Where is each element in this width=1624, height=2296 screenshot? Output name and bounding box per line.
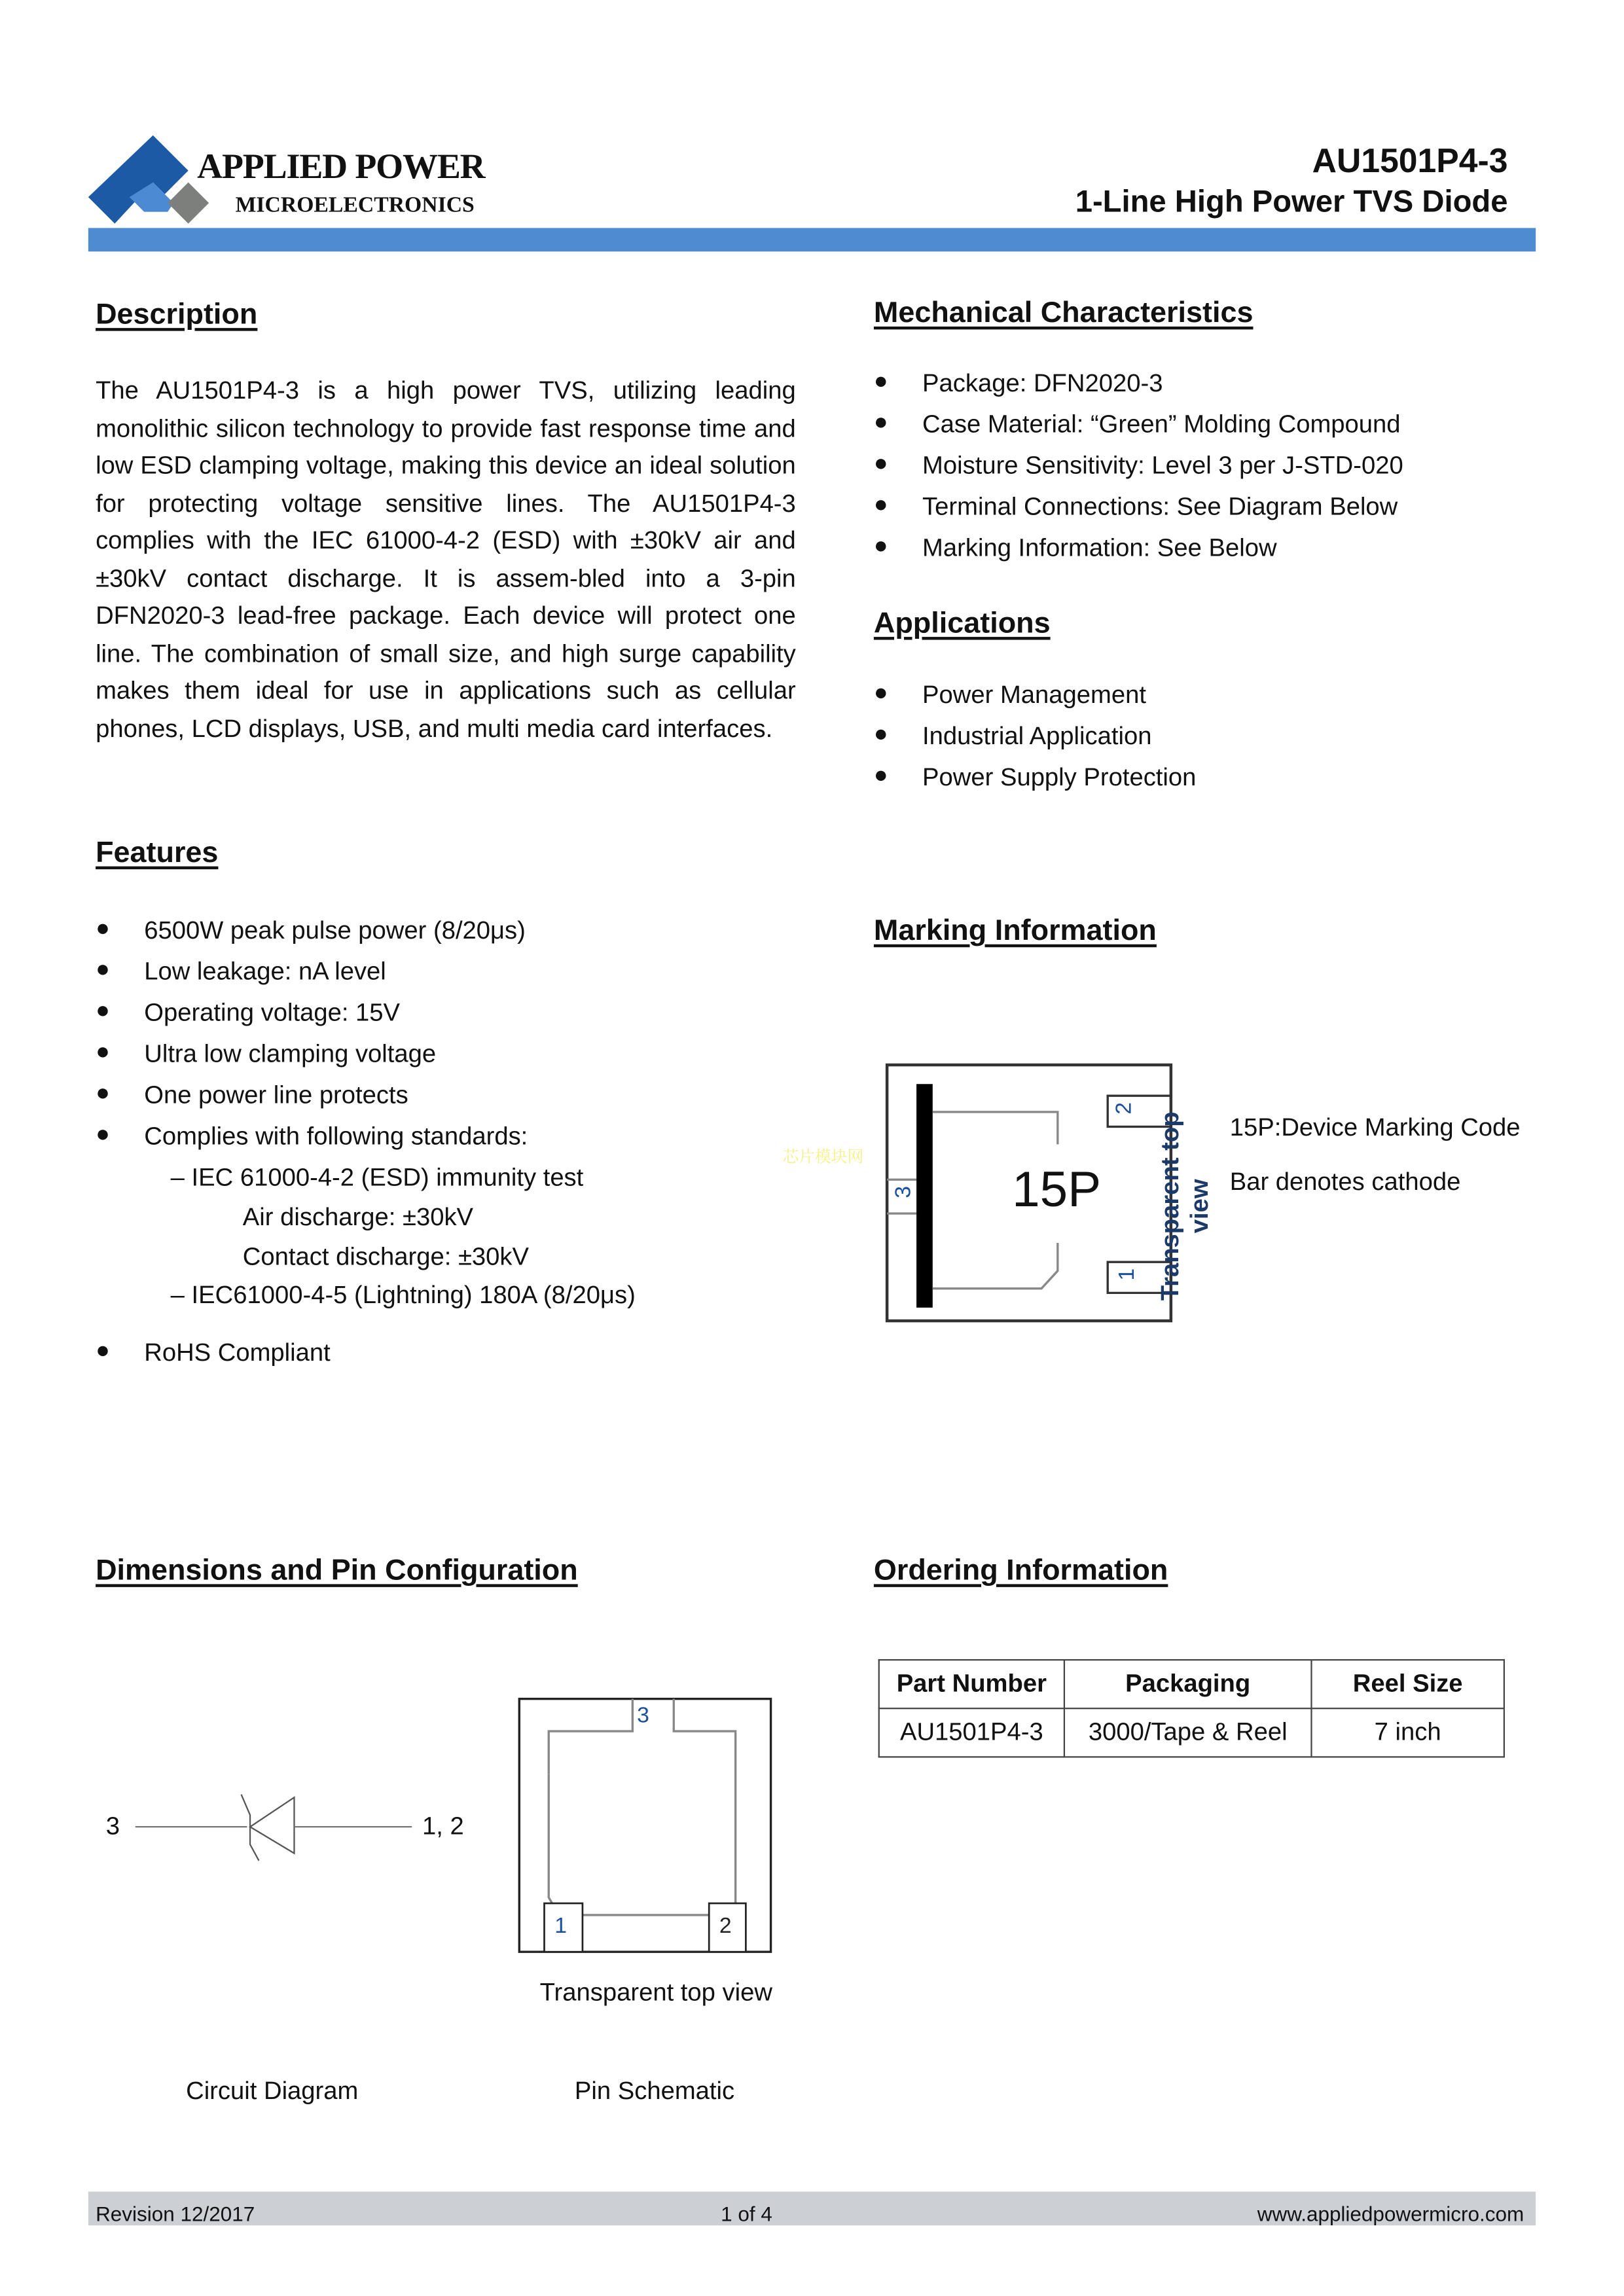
header-bar — [88, 228, 1536, 251]
list-item: Operating voltage: 15V — [144, 998, 401, 1027]
ordering-table — [878, 1659, 1505, 1758]
column-header: Packaging — [1064, 1660, 1312, 1708]
bullet-icon: ● — [96, 998, 110, 1024]
circuit-terminal-right: 1, 2 — [422, 1812, 464, 1840]
mechanical-heading: Mechanical Characteristics — [873, 296, 1254, 330]
list-item: Package: DFN2020-3 — [922, 369, 1163, 397]
table-cell: 3000/Tape & Reel — [1064, 1708, 1312, 1757]
bullet-icon: ● — [873, 681, 888, 706]
bullet-icon: ● — [873, 451, 888, 477]
bullet-icon: ● — [96, 1039, 110, 1066]
marking-note-code: 15P:Device Marking Code — [1229, 1113, 1521, 1141]
list-item: Case Material: “Green” Molding Compound — [922, 410, 1401, 439]
document-subtitle: 1-Line High Power TVS Diode — [1075, 185, 1508, 219]
list-item: Terminal Connections: See Diagram Below — [922, 492, 1398, 521]
footer-website: www.appliedpowermicro.com — [1257, 2202, 1525, 2226]
pin-label: 1 — [554, 1913, 567, 1939]
bullet-icon: ● — [873, 369, 888, 395]
sub-item: – IEC61000-4-5 (Lightning) 180A (8/20μs) — [170, 1281, 636, 1310]
bullet-icon: ● — [873, 410, 888, 436]
part-number-title: AU1501P4-3 — [1312, 141, 1508, 180]
list-item: Ultra low clamping voltage — [144, 1039, 437, 1068]
bullet-icon: ● — [873, 492, 888, 518]
bullet-icon: ● — [873, 763, 888, 789]
bullet-icon: ● — [96, 1122, 110, 1147]
list-item: Moisture Sensitivity: Level 3 per J-STD-020 — [922, 451, 1403, 480]
description-text: The AU1501P4-3 is a high power TVS, utilizing leading monolithic silicon technology to provide fast response time and low ESD clamping voltage, making this device an ideal solution for protecting voltage sensitive lines. The AU1501P4-3 complies with the IEC 61000-4-2 (ESD) with ±30kV air and ±30kV contact discharge. It is assem-bled into a 3-pin DFN2020-3 lead-free package. Each device will protect one line. The combination of small size, and high surge capability makes them ideal for use in applications such as cellular phones, LCD displays, USB, and multi media card interfaces. — [96, 376, 796, 742]
bullet-icon: ● — [873, 533, 888, 559]
pin-label: 2 — [719, 1913, 732, 1939]
marking-note-bar: Bar denotes cathode — [1229, 1168, 1461, 1196]
tvs-diode-symbol-icon — [130, 1780, 416, 1868]
list-item: Industrial Application — [922, 722, 1152, 751]
table-row — [879, 1708, 1504, 1757]
features-heading: Features — [96, 836, 219, 870]
bullet-icon: ● — [96, 957, 110, 983]
column-header: Reel Size — [1311, 1660, 1504, 1708]
pin-label: 3 — [891, 1186, 916, 1198]
bullet-icon: ● — [96, 1081, 110, 1106]
table-cell: 7 inch — [1311, 1708, 1504, 1757]
marking-view-label: Transparent top view — [1156, 1111, 1214, 1301]
circuit-caption: Circuit Diagram — [186, 2077, 359, 2105]
sub-item: Air discharge: ±30kV — [242, 1203, 474, 1231]
pin-view-label: Transparent top view — [539, 1978, 772, 2007]
marking-code: 15P — [1012, 1162, 1102, 1218]
pin-label: 1 — [1114, 1268, 1140, 1281]
applications-heading: Applications — [873, 607, 1051, 640]
pin-label: 3 — [637, 1703, 649, 1729]
bullet-icon: ● — [96, 916, 110, 942]
marking-heading: Marking Information — [873, 914, 1157, 948]
list-item: RoHS Compliant — [144, 1338, 331, 1367]
circuit-terminal-left: 3 — [105, 1812, 120, 1840]
pin-caption: Pin Schematic — [574, 2077, 735, 2105]
logo-line1: APPLIED POWER — [197, 148, 485, 187]
ordering-heading: Ordering Information — [873, 1554, 1168, 1587]
list-item: Marking Information: See Below — [922, 533, 1277, 562]
column-header: Part Number — [879, 1660, 1064, 1708]
logo-line2: MICROELECTRONICS — [235, 194, 475, 218]
list-item: One power line protects — [144, 1081, 408, 1109]
list-item: Complies with following standards: — [144, 1122, 528, 1151]
list-item: Power Supply Protection — [922, 763, 1197, 792]
list-item: 6500W peak pulse power (8/20μs) — [144, 916, 526, 944]
table-cell: AU1501P4-3 — [879, 1708, 1064, 1757]
list-item: Power Management — [922, 681, 1146, 709]
bullet-icon: ● — [96, 1338, 110, 1364]
bullet-icon: ● — [873, 722, 888, 747]
pin-label: 2 — [1111, 1102, 1137, 1115]
watermark: 芯片模块网 — [782, 1149, 864, 1167]
dimensions-heading: Dimensions and Pin Configuration — [96, 1554, 578, 1587]
footer-page-number: 1 of 4 — [721, 2202, 772, 2226]
list-item: Low leakage: nA level — [144, 957, 386, 986]
footer-revision: Revision 12/2017 — [96, 2202, 255, 2226]
sub-item: – IEC 61000-4-2 (ESD) immunity test — [170, 1163, 584, 1192]
table-header-row — [879, 1660, 1504, 1708]
description-heading: Description — [96, 298, 258, 331]
sub-item: Contact discharge: ±30kV — [242, 1242, 530, 1271]
